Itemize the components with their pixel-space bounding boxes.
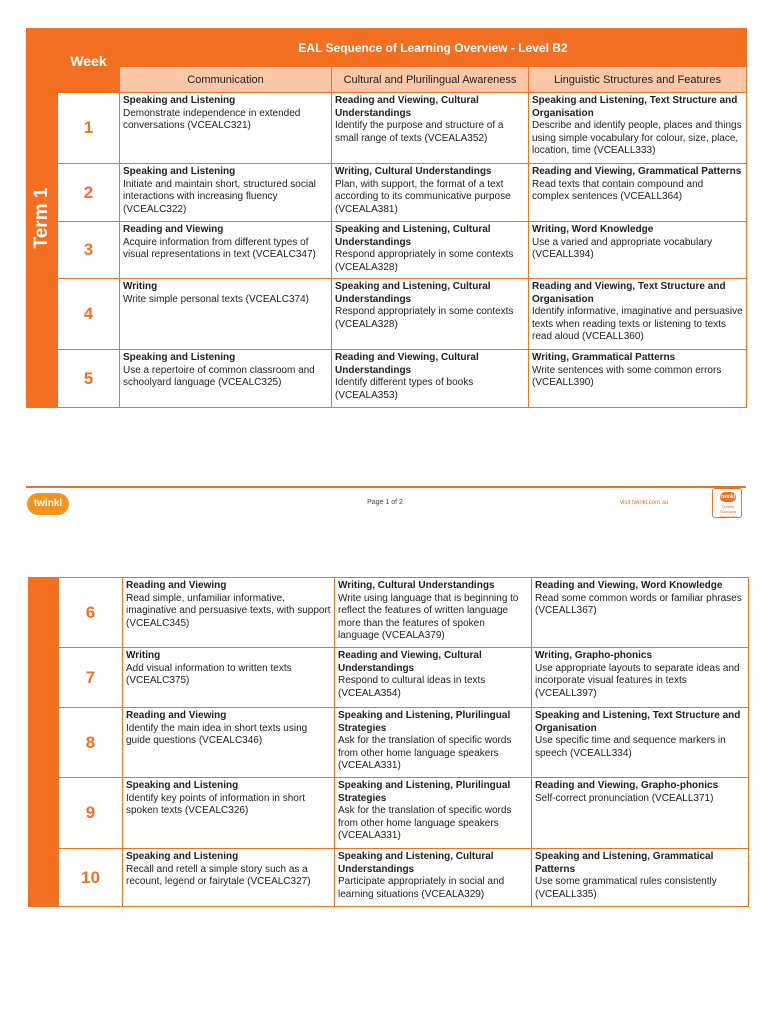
linguistic-cell xyxy=(532,648,749,708)
cell-heading: Reading and Viewing, Grapho-phonics xyxy=(535,780,719,791)
cell-text: Use some grammatical rules consistently (VCEALL335) xyxy=(535,876,717,900)
cell-text: Identify the purpose and structure of a small range of texts (VCEALA352) xyxy=(335,120,504,144)
cell-text: Read simple, unfamiliar informative, imaginative and persuasive texts, with support (VCEALC345) xyxy=(126,592,331,629)
linguistic-cell xyxy=(529,164,747,222)
cell-text: Ask for the translation of specific words from other home language speakers (VCEALA331) xyxy=(338,805,512,842)
cell-heading: Speaking and Listening xyxy=(126,851,239,862)
cell-heading: Speaking and Listening xyxy=(123,352,236,363)
column-header-communication: Communication xyxy=(120,67,332,93)
linguistic-cell xyxy=(529,222,747,279)
communication-cell xyxy=(123,708,335,778)
cell-heading: Reading and Viewing xyxy=(123,224,224,235)
communication-cell xyxy=(120,93,332,164)
cell-heading: Reading and Viewing, Grammatical Patterns xyxy=(532,166,742,177)
cell-text: Use a repertoire of common classroom and schoolyard language (VCEALC325) xyxy=(123,364,315,389)
cultural-cell xyxy=(332,164,529,222)
week-number: 1 xyxy=(58,93,120,164)
cell-text: Identify different types of books (VCEALA353) xyxy=(335,377,474,401)
cell-text: Read some common words or familiar phrases (VCEALL367) xyxy=(535,592,742,617)
badge-text: Quality Standard Approved xyxy=(719,504,737,519)
communication-cell xyxy=(120,350,332,408)
communication-cell xyxy=(123,849,335,907)
linguistic-cell xyxy=(532,708,749,778)
cell-heading: Writing, Cultural Understandings xyxy=(338,580,495,591)
cell-text: Ask for the translation of specific words from other home language speakers (VCEALA331) xyxy=(338,735,512,772)
overview-table-page-2 xyxy=(28,577,748,907)
cell-text: Write simple personal texts (VCEALC374) xyxy=(123,293,309,305)
column-header-linguistic: Linguistic Structures and Features xyxy=(529,67,747,93)
column-header-cultural: Cultural and Plurilingual Awareness xyxy=(332,67,529,93)
cell-heading: Writing, Cultural Understandings xyxy=(335,166,492,177)
table-row xyxy=(29,708,749,778)
week-number: 10 xyxy=(59,849,123,907)
linguistic-cell xyxy=(532,849,749,907)
cell-heading: Speaking and Listening xyxy=(126,780,239,791)
table-row xyxy=(27,350,747,408)
table-row xyxy=(27,279,747,350)
badge-logo: twinkl xyxy=(720,494,736,500)
cell-heading: Writing, Word Knowledge xyxy=(532,224,654,235)
cell-text: Self-correct pronunciation (VCEALL371) xyxy=(535,792,714,804)
week-number: 5 xyxy=(58,350,120,408)
cultural-cell xyxy=(332,350,529,408)
twinkl-logo: twinkl xyxy=(27,493,69,515)
table-title: EAL Sequence of Learning Overview - Level B2 xyxy=(120,29,747,67)
cell-text: Add visual information to written texts (VCEALC375) xyxy=(126,662,292,687)
cell-heading: Speaking and Listening, Text Structure and Organisation xyxy=(532,95,738,119)
cell-heading: Reading and Viewing, Text Structure and Organisation xyxy=(532,281,726,305)
table-row xyxy=(27,93,747,164)
cultural-cell xyxy=(335,708,532,778)
overview-table-page-1 xyxy=(26,28,746,408)
term-column xyxy=(27,29,58,408)
cell-text: Respond appropriately in some contexts (VCEALA328) xyxy=(335,249,514,273)
week-number: 3 xyxy=(58,222,120,279)
table-row xyxy=(29,778,749,849)
table-row xyxy=(29,849,749,907)
cell-heading: Reading and Viewing xyxy=(126,580,227,591)
cell-text: Plan, with support, the format of a text according to its communicative purpose (VCEALA381) xyxy=(335,178,511,215)
cell-heading: Writing xyxy=(126,650,161,661)
footer-divider xyxy=(26,486,746,488)
table-row xyxy=(27,222,747,279)
term-label: Term 1 xyxy=(31,187,52,249)
cell-text: Describe and identify people, places and things using simple vocabulary for colour, size, place, location, time (VCEALL333) xyxy=(532,120,742,157)
cell-heading: Reading and Viewing, Cultural Understandings xyxy=(335,95,479,119)
cell-heading: Writing, Grapho-phonics xyxy=(535,650,653,661)
cell-heading: Speaking and Listening, Cultural Understandings xyxy=(335,281,491,305)
communication-cell xyxy=(123,648,335,708)
term-column xyxy=(29,578,59,907)
table-row xyxy=(29,578,749,648)
cell-heading: Speaking and Listening, Plurilingual Strategies xyxy=(338,710,511,734)
cultural-cell xyxy=(335,849,532,907)
cell-text: Acquire information from different types of visual representations in text (VCEALC347) xyxy=(123,236,316,261)
cell-text: Initiate and maintain short, structured social interactions with increasing fluency (VCEALC322) xyxy=(123,178,316,215)
cell-heading: Reading and Viewing, Cultural Understandings xyxy=(338,650,482,674)
cell-text: Recall and retell a simple story such as a recount, legend or fairytale (VCEALC327) xyxy=(126,863,311,888)
cell-text: Write sentences with some common errors (VCEALL390) xyxy=(532,364,722,389)
cultural-cell xyxy=(335,578,532,648)
communication-cell xyxy=(120,222,332,279)
cell-text: Respond to cultural ideas in texts (VCEALA354) xyxy=(338,675,486,699)
cultural-cell xyxy=(332,93,529,164)
linguistic-cell xyxy=(532,578,749,648)
cultural-cell xyxy=(335,648,532,708)
linguistic-cell xyxy=(529,350,747,408)
communication-cell xyxy=(120,279,332,350)
week-number: 8 xyxy=(59,708,123,778)
cell-heading: Speaking and Listening xyxy=(123,166,236,177)
page-number: Page 1 of 2 xyxy=(367,499,403,506)
week-number: 9 xyxy=(59,778,123,849)
cell-heading: Speaking and Listening, Grammatical Patterns xyxy=(535,851,714,875)
table-row xyxy=(27,164,747,222)
communication-cell xyxy=(123,778,335,849)
cell-text: Participate appropriately in social and learning situations (VCEALA329) xyxy=(338,876,505,900)
cell-heading: Writing xyxy=(123,281,158,292)
linguistic-cell xyxy=(532,778,749,849)
communication-cell xyxy=(120,164,332,222)
cell-text: Identify the main idea in short texts using guide questions (VCEALC346) xyxy=(126,722,308,747)
cell-heading: Speaking and Listening, Plurilingual Strategies xyxy=(338,780,511,804)
cell-text: Read texts that contain compound and complex sentences (VCEALL364) xyxy=(532,178,704,203)
cell-text: Identify key points of information in short spoken texts (VCEALC326) xyxy=(126,792,305,817)
week-number: 7 xyxy=(59,648,123,708)
cell-text: Respond appropriately in some contexts (VCEALA328) xyxy=(335,306,514,330)
cultural-cell xyxy=(335,778,532,849)
quality-badge-icon xyxy=(712,488,742,518)
week-number: 4 xyxy=(58,279,120,350)
cell-text: Identify informative, imaginative and persuasive texts when reading texts or listening to texts read aloud (VCEALL360) xyxy=(532,306,743,343)
week-number: 2 xyxy=(58,164,120,222)
cell-heading: Speaking and Listening, Cultural Understandings xyxy=(338,851,494,875)
week-header: Week xyxy=(58,29,120,93)
week-number: 6 xyxy=(59,578,123,648)
communication-cell xyxy=(123,578,335,648)
cell-heading: Reading and Viewing, Cultural Understandings xyxy=(335,352,479,376)
linguistic-cell xyxy=(529,279,747,350)
cell-text: Use specific time and sequence markers in speech (VCEALL334) xyxy=(535,735,726,759)
cell-heading: Speaking and Listening xyxy=(123,95,236,106)
cell-text: Write using language that is beginning to reflect the features of written language more than the features of spoken language (VCEALA379) xyxy=(338,592,519,642)
cultural-cell xyxy=(332,279,529,350)
cell-heading: Reading and Viewing, Word Knowledge xyxy=(535,580,723,591)
cell-text: Use a varied and appropriate vocabulary (VCEALL394) xyxy=(532,236,713,261)
cell-text: Use appropriate layouts to separate ideas and incorporate visual features in texts (VCEALL397) xyxy=(535,662,740,699)
table-row xyxy=(29,648,749,708)
cultural-cell xyxy=(332,222,529,279)
website-link[interactable]: visit twinkl.com.au xyxy=(620,500,669,506)
cell-heading: Speaking and Listening, Cultural Understandings xyxy=(335,224,491,248)
cell-heading: Reading and Viewing xyxy=(126,710,227,721)
linguistic-cell xyxy=(529,93,747,164)
cell-text: Demonstrate independence in extended conversations (VCEALC321) xyxy=(123,107,301,132)
cell-heading: Speaking and Listening, Text Structure and Organisation xyxy=(535,710,741,734)
cell-heading: Writing, Grammatical Patterns xyxy=(532,352,676,363)
